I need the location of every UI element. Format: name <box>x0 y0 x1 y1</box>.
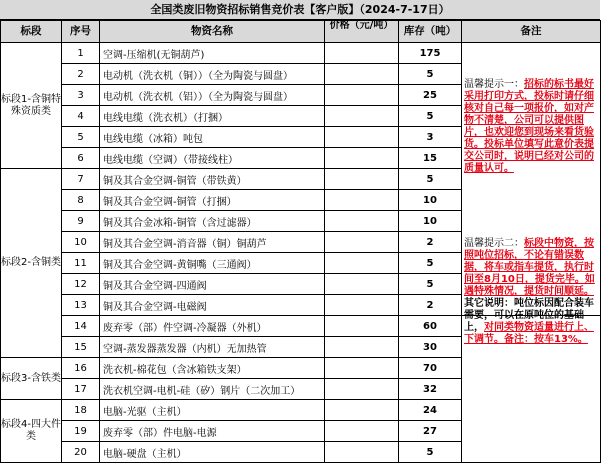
row-name: 废弃零（部）件空调-冷凝器（外机） <box>100 316 325 337</box>
row-no: 1 <box>62 43 100 64</box>
row-no: 9 <box>62 211 100 232</box>
row-qty: 5 <box>399 64 462 85</box>
row-qty: 5 <box>399 442 462 463</box>
row-qty: 70 <box>399 358 462 379</box>
header-segment: 标段 <box>1 21 62 43</box>
segment-cell-2: 标段2-含铜类 <box>1 169 62 358</box>
row-qty: 5 <box>399 106 462 127</box>
sheet-title: 全国类废旧物资招标销售竞价表【客户版】（2024-7-17日） <box>0 0 600 20</box>
row-name: 电脑-硬盘（主机） <box>100 442 325 463</box>
row-no: 16 <box>62 358 100 379</box>
row-no: 6 <box>62 148 100 169</box>
row-qty: 60 <box>399 316 462 337</box>
price-input-cell[interactable] <box>325 400 399 421</box>
row-qty: 25 <box>399 85 462 106</box>
row-no: 7 <box>62 169 100 190</box>
price-input-cell[interactable] <box>325 148 399 169</box>
row-no: 20 <box>62 442 100 463</box>
price-input-cell[interactable] <box>325 106 399 127</box>
row-no: 8 <box>62 190 100 211</box>
row-qty: 2 <box>399 295 462 316</box>
row-no: 12 <box>62 274 100 295</box>
price-input-cell[interactable] <box>325 295 399 316</box>
row-no: 11 <box>62 253 100 274</box>
price-input-cell[interactable] <box>325 442 399 463</box>
row-no: 3 <box>62 85 100 106</box>
row-name: 铜及其合金空调-铜管（带铁黄） <box>100 169 325 190</box>
price-input-cell[interactable] <box>325 169 399 190</box>
header-qty: 库存（吨） <box>399 21 462 43</box>
segment-cell-3: 标段3-含铁类 <box>1 358 62 400</box>
row-name: 洗衣机空调-电机-硅（矽）钢片（二次加工） <box>100 379 325 400</box>
row-no: 19 <box>62 421 100 442</box>
row-qty: 3 <box>399 127 462 148</box>
row-name: 电动机（洗衣机（铝））（全为陶瓷与圆盘） <box>100 85 325 106</box>
row-no: 17 <box>62 379 100 400</box>
row-no: 18 <box>62 400 100 421</box>
row-qty: 10 <box>399 190 462 211</box>
row-name: 铜及其合金空调-铜管（打捆） <box>100 190 325 211</box>
row-qty: 30 <box>399 337 462 358</box>
row-qty: 15 <box>399 148 462 169</box>
row-no: 13 <box>62 295 100 316</box>
row-name: 电线电缆（洗衣机）（打捆） <box>100 106 325 127</box>
price-input-cell[interactable] <box>325 421 399 442</box>
row-name: 电脑-光驱（主机） <box>100 400 325 421</box>
row-qty: 175 <box>399 43 462 64</box>
row-no: 14 <box>62 316 100 337</box>
row-qty: 27 <box>399 421 462 442</box>
row-name: 铜及其合金空调-消音器（铜）铜葫芦 <box>100 232 325 253</box>
price-input-cell[interactable] <box>325 64 399 85</box>
header-price: 价格（元/吨） <box>325 21 399 43</box>
row-name: 电线电缆（空调）（带接线柱） <box>100 148 325 169</box>
price-input-cell[interactable] <box>325 43 399 64</box>
price-input-cell[interactable] <box>325 379 399 400</box>
price-input-cell[interactable] <box>325 190 399 211</box>
row-name: 铜及其合金空调-黄铜嘴（三通阀） <box>100 253 325 274</box>
price-input-cell[interactable] <box>325 85 399 106</box>
row-no: 2 <box>62 64 100 85</box>
price-input-cell[interactable] <box>325 316 399 337</box>
row-name: 电动机（洗衣机（铜））（全为陶瓷与圆盘） <box>100 64 325 85</box>
row-qty: 5 <box>399 274 462 295</box>
header-note: 备注 <box>462 21 601 43</box>
row-name: 空调-压缩机(无铜葫芦) <box>100 43 325 64</box>
price-input-cell[interactable] <box>325 232 399 253</box>
row-qty: 2 <box>399 232 462 253</box>
header-no: 序号 <box>62 21 100 43</box>
row-name: 洗衣机-棉花包（含冰箱铁支架） <box>100 358 325 379</box>
row-name: 电线电缆（冰箱）吨包 <box>100 127 325 148</box>
price-input-cell[interactable] <box>325 337 399 358</box>
row-qty: 24 <box>399 400 462 421</box>
row-name: 铜及其合金空调-电磁阀 <box>100 295 325 316</box>
header-name: 物资名称 <box>100 21 325 43</box>
row-name: 废弃零（部）件电脑-电源 <box>100 421 325 442</box>
note-1: 温馨提示一：招标的标书最好采用打印方式，投标时请仔细核对自己每一项报价，如对产物不清楚，公司可以提供图片，也欢迎您到现场来看货验货。投标单位填写此意价表提交公司时，说明已经对公司的质量认可。 <box>464 79 594 174</box>
row-no: 15 <box>62 337 100 358</box>
row-name: 铜及其合金空调-四通阀 <box>100 274 325 295</box>
note-cell-2 <box>462 238 601 463</box>
table-row[interactable] <box>1 316 601 337</box>
row-no: 10 <box>62 232 100 253</box>
row-no: 5 <box>62 127 100 148</box>
price-input-cell[interactable] <box>325 127 399 148</box>
row-qty: 32 <box>399 379 462 400</box>
row-qty: 5 <box>399 169 462 190</box>
segment-cell-1: 标段1-含铜特殊资质类 <box>1 43 62 169</box>
row-qty: 5 <box>399 253 462 274</box>
price-input-cell[interactable] <box>325 358 399 379</box>
price-table <box>0 20 601 463</box>
table-row[interactable] <box>1 43 601 64</box>
segment-cell-4: 标段4-四大件类 <box>1 400 62 463</box>
header-row <box>1 21 601 43</box>
price-input-cell[interactable] <box>325 211 399 232</box>
row-name: 铜及其合金冰箱-铜管（含过滤器） <box>100 211 325 232</box>
note-2: 温馨提示二：标段中物资，按照吨位招标，不论有错误数据，将车或指车提货，执行时间至8月10日，提货完毕。如遇特殊情况，提货时间顺延。其它说明：吨位标因配合装车需要，可以在原吨位的基础上，对同类物资适量进行上、下调节。备注：按车13%。 <box>464 238 595 345</box>
price-input-cell[interactable] <box>325 274 399 295</box>
row-qty: 10 <box>399 211 462 232</box>
price-input-cell[interactable] <box>325 253 399 274</box>
row-no: 4 <box>62 106 100 127</box>
row-name: 空调-蒸发器蒸发器（内机）无加热管 <box>100 337 325 358</box>
